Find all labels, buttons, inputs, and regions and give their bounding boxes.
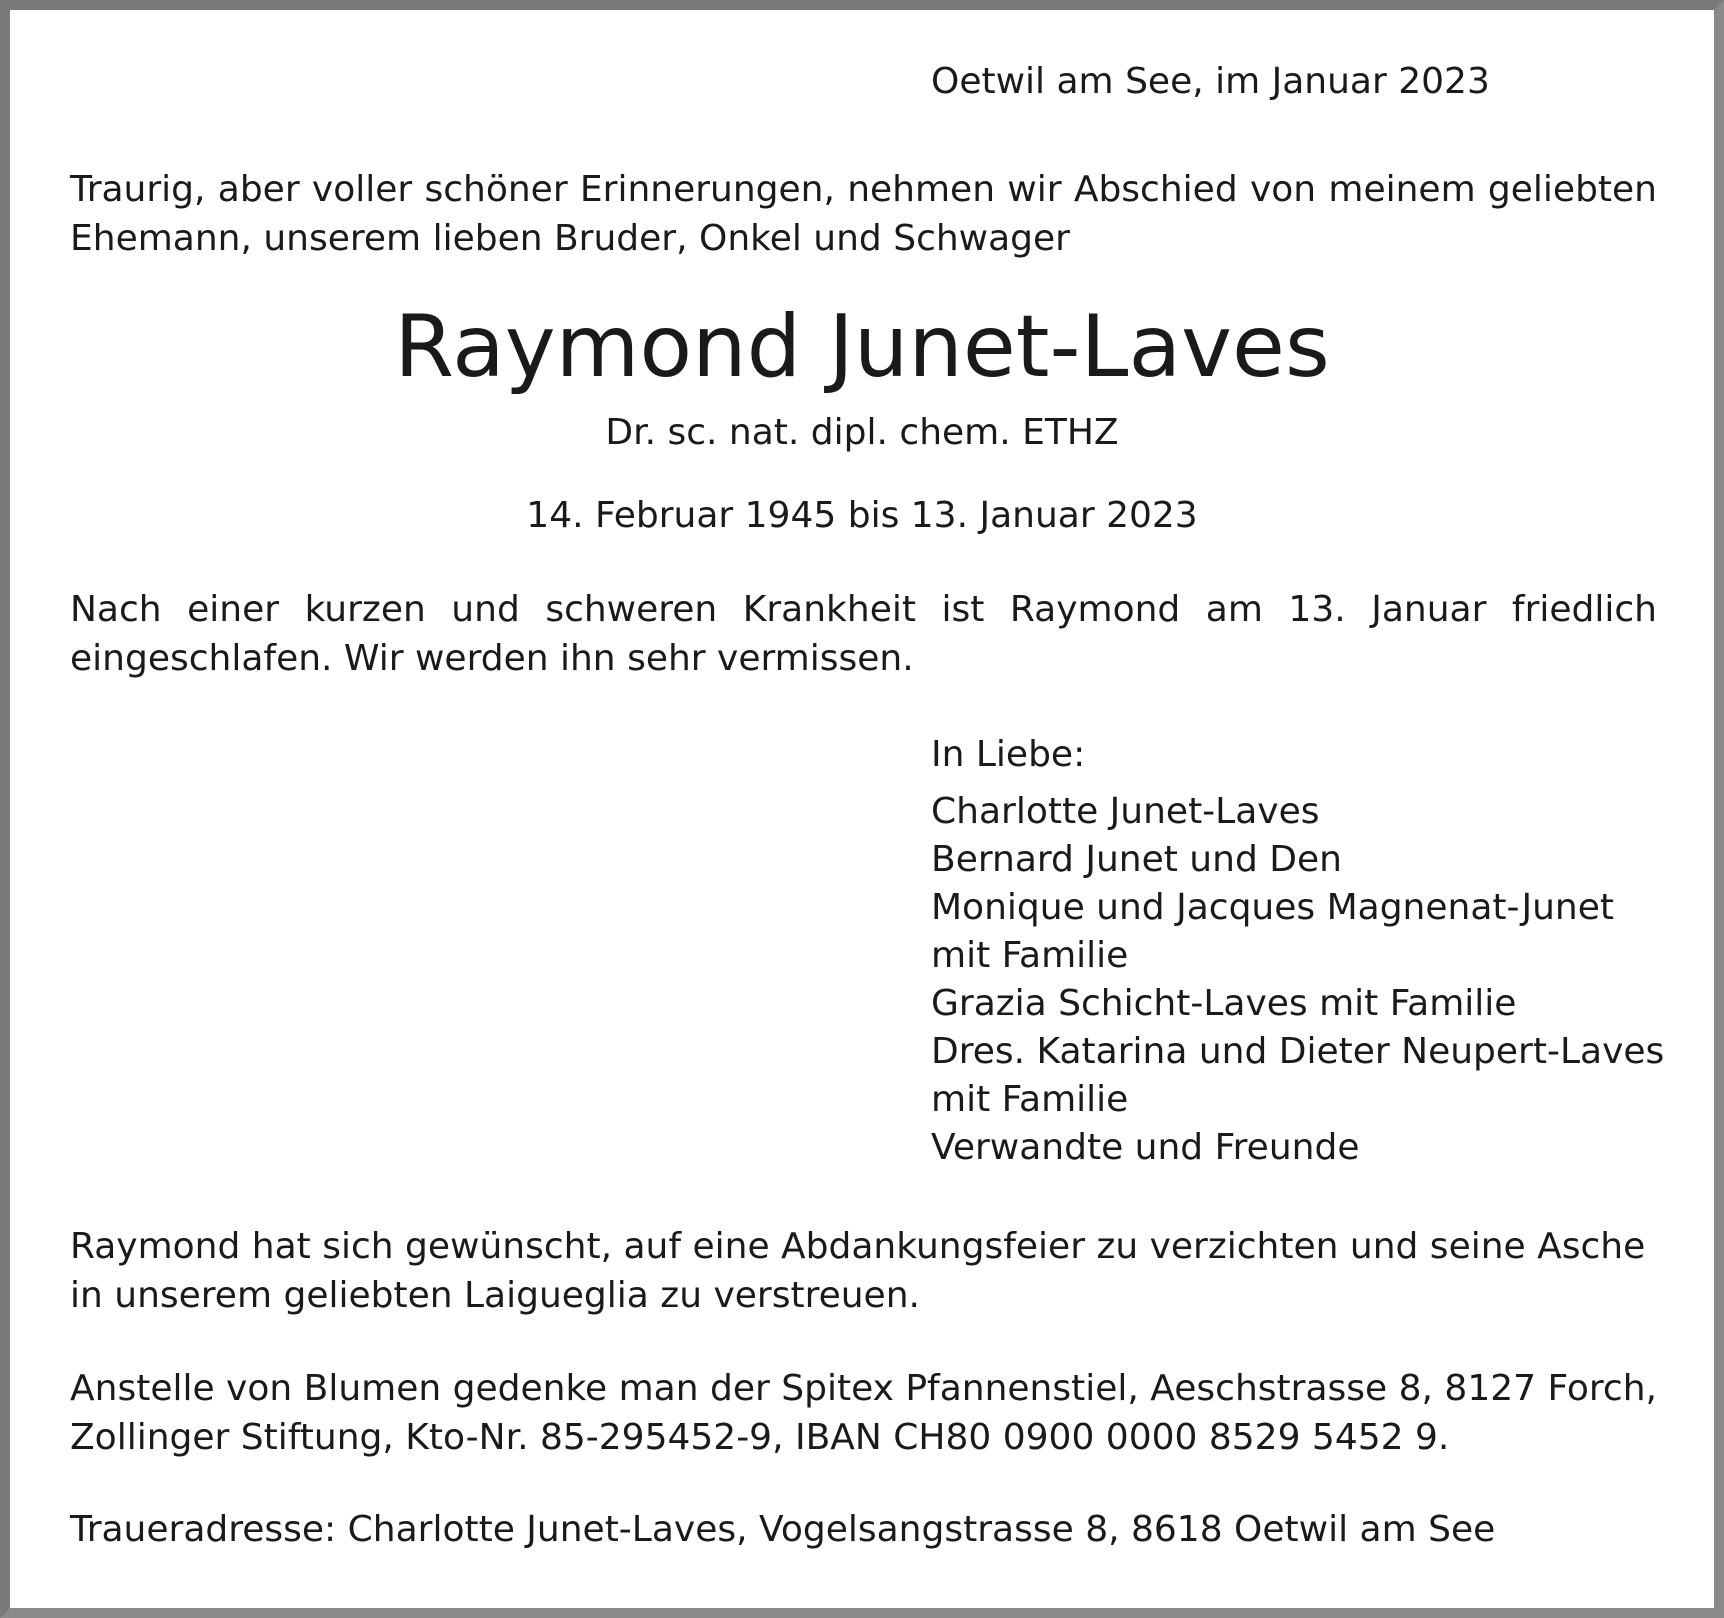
academic-title: Dr. sc. nat. dipl. chem. ETHZ <box>605 412 1119 453</box>
mourners-block <box>931 731 1665 1172</box>
mourner-line: Grazia Schicht-Laves mit Familie <box>931 983 1517 1024</box>
deceased-name: Raymond Junet-Laves <box>394 297 1330 397</box>
life-dates: 14. Februar 1945 bis 13. Januar 2023 <box>526 495 1198 536</box>
mourner-line: mit Familie <box>931 1079 1129 1120</box>
place-date: Oetwil am See, im Januar 2023 <box>931 61 1490 102</box>
mourner-line: Bernard Junet und Den <box>931 839 1342 880</box>
death-announcement: Nach einer kurzen und schweren Krankheit ist Raymond am 13. Januar friedlich eingeschlafen. Wir werden ihn sehr vermissen. <box>70 589 1657 679</box>
intro-text: Traurig, aber voller schöner Erinnerungen, nehmen wir Abschied von meinem geliebten Ehemann, unserem lieben Bruder, Onkel und Schwager <box>70 169 1657 259</box>
mourners-list <box>931 788 1665 1172</box>
mourner-line: Dres. Katarina und Dieter Neupert-Laves <box>931 1031 1665 1072</box>
mourner-line: mit Familie <box>931 935 1129 976</box>
mourner-line: Monique und Jacques Magnenat-Junet <box>931 887 1615 928</box>
funeral-wish: Raymond hat sich gewünscht, auf eine Abdankungsfeier zu verzichten und seine Asche in unserem geliebten Laigueglia zu verstreuen. <box>70 1226 1646 1316</box>
donation-note: Anstelle von Blumen gedenke man der Spitex Pfannenstiel, Aeschstrasse 8, 8127 Forch, Zollinger Stiftung, Kto-Nr. 85-295452-9, IBAN CH80 0900 0000 8529 5452 9. <box>70 1368 1657 1458</box>
mourners-heading: In Liebe: <box>931 734 1086 775</box>
obituary-notice <box>70 0 1665 1618</box>
mourner-line: Verwandte und Freunde <box>931 1127 1360 1168</box>
mourning-address: Traueradresse: Charlotte Junet-Laves, Vogelsangstrasse 8, 8618 Oetwil am See <box>70 1509 1496 1550</box>
mourner-line: Charlotte Junet-Laves <box>931 791 1320 832</box>
